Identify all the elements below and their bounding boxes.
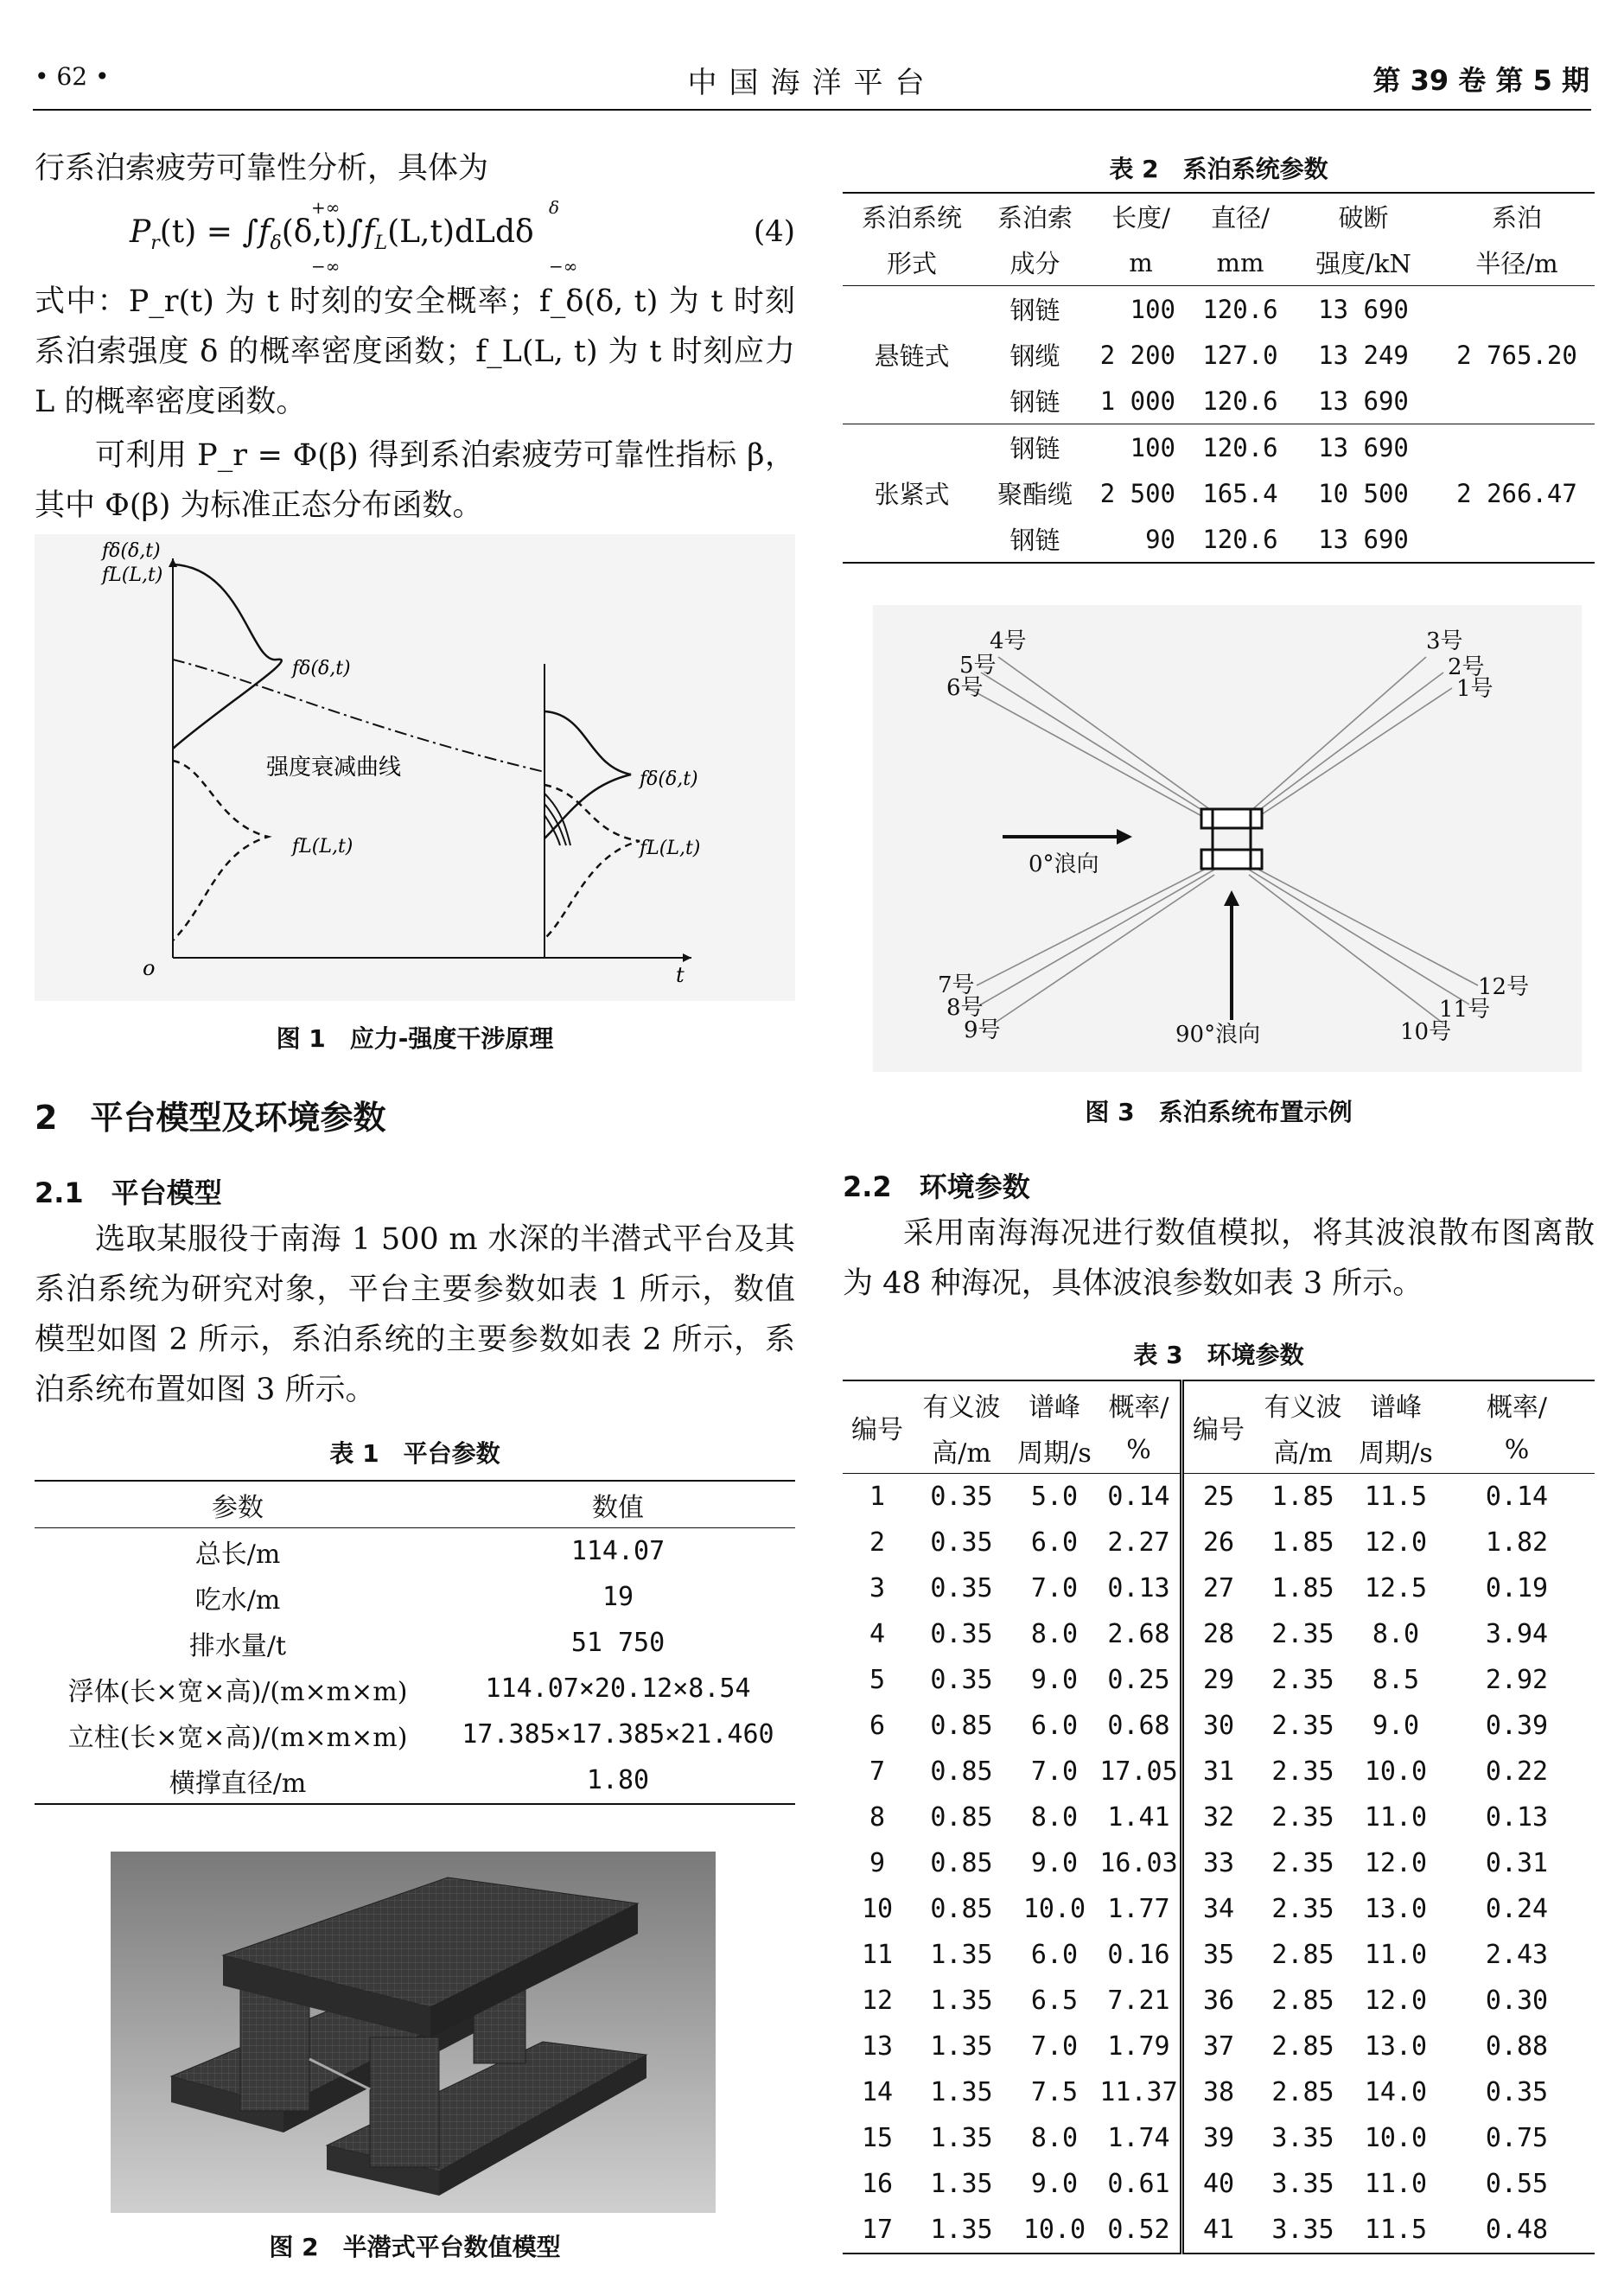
table-cell: 3.35 — [1271, 2215, 1334, 2245]
figure-3-mooring-layout — [873, 605, 1582, 1072]
table-cell: 15 — [861, 2123, 894, 2153]
table-cell: 2 200 — [1099, 340, 1175, 370]
table-cell: 11.37 — [1098, 2069, 1182, 2115]
label-line-8: 8号 — [946, 995, 984, 1021]
page-number: • 62 • — [35, 62, 110, 91]
table-cell: 0.55 — [1485, 2169, 1549, 2199]
table-row — [843, 2024, 1595, 2069]
table-cell: 0.19 — [1485, 1573, 1549, 1603]
header-cell: 编号 — [1193, 1415, 1245, 1445]
table-row — [843, 1978, 1595, 2024]
table-cell: 11.5 — [1364, 1482, 1428, 1512]
table-cell: 1.35 — [930, 2031, 993, 2062]
table-cell: 聚酯缆 — [997, 480, 1073, 509]
table-row — [843, 2069, 1595, 2115]
table-cell: 钢缆 — [1009, 341, 1060, 371]
table-cell: 0.85 — [930, 1894, 993, 1924]
table-cell: 0.25 — [1098, 1657, 1182, 1703]
table-cell: 31 — [1202, 1756, 1235, 1787]
table-cell: 1.74 — [1098, 2115, 1182, 2161]
paragraph-2: 式中：P_r(t) 为 t 时刻的安全概率；f_δ(δ, t) 为 t 时刻系泊索强度 δ 的概率密度函数；f_L(L, t) 为 t 时刻应力 L 的概率密度函数。 — [35, 284, 795, 419]
label-line-7: 7号 — [938, 972, 975, 998]
table-cell: 38 — [1202, 2077, 1235, 2107]
table-cell: 90 — [1145, 524, 1175, 554]
table-cell: 34 — [1202, 1894, 1235, 1924]
wave-0-label: 0°浪向 — [1029, 851, 1099, 877]
header-cell: 概率/ — [1486, 1392, 1548, 1423]
table-row — [843, 1749, 1595, 1795]
table-row — [35, 1666, 795, 1712]
table-3-caption: 表 3 环境参数 — [1133, 1341, 1304, 1369]
table-cell: 12 — [861, 1986, 894, 2016]
header-cell: 有义波 — [1264, 1392, 1342, 1423]
table-2-caption: 表 2 系泊系统参数 — [1109, 155, 1328, 183]
table-cell: 30 — [1202, 1711, 1235, 1741]
table-cell: 6.0 — [1030, 1527, 1079, 1558]
y-label-2: fL(L,t) — [102, 564, 163, 586]
table-cell: 0.35 — [930, 1482, 993, 1512]
table-cell: 114.07 — [570, 1536, 666, 1566]
table-cell: 吃水/m — [194, 1584, 281, 1616]
table-cell: 39 — [1202, 2123, 1235, 2153]
table-cell: 2.35 — [1271, 1619, 1334, 1649]
table-cell: 4 — [869, 1619, 886, 1649]
equation-number: (4) — [753, 214, 795, 249]
header-cell: 强度/kN — [1315, 249, 1411, 278]
table-cell: 37 — [1202, 2031, 1235, 2062]
table-3-header-row-1 — [843, 1380, 1595, 1427]
table-cell: 10.0 — [1364, 2123, 1428, 2153]
table-cell: 13.0 — [1364, 1894, 1428, 1924]
table-cell: 1.85 — [1271, 1482, 1334, 1512]
table-cell: 7.5 — [1030, 2077, 1079, 2107]
table-cell: 6.5 — [1030, 1986, 1079, 2016]
table-row — [843, 1932, 1595, 1978]
eq-sub-L: L — [374, 233, 388, 255]
paragraph-3: 可利用 P_r = Φ(β) 得到系泊索疲劳可靠性指标 β，其中 Φ(β) 为标准正态分布函数。 — [35, 438, 795, 523]
header-cell: 半径/m — [1475, 249, 1558, 278]
eq-f1: f — [258, 214, 271, 250]
table-cell: 2.35 — [1271, 1848, 1334, 1878]
table-cell: 100 — [1130, 294, 1175, 324]
table-cell: 11.0 — [1364, 2169, 1428, 2199]
t-axis-label: t — [676, 963, 685, 987]
table-cell: 8.0 — [1372, 1619, 1420, 1649]
table-1-header-value: 数值 — [592, 1492, 644, 1523]
table-cell: 2.35 — [1271, 1802, 1334, 1833]
header-rule — [33, 109, 1591, 111]
paragraph-1: 行系泊索疲劳可靠性分析，具体为 — [35, 151, 489, 186]
label-fl-initial: fL(L,t) — [292, 836, 353, 857]
table-cell: 2.85 — [1271, 2077, 1334, 2107]
table-2-mooring-params — [843, 192, 1595, 564]
table-cell: 0.85 — [930, 1756, 993, 1787]
table-cell: 横撑直径/m — [169, 1768, 307, 1799]
table-row — [35, 1528, 795, 1575]
table-cell: 0.35 — [930, 1527, 993, 1558]
table-cell: 12.0 — [1364, 1848, 1428, 1878]
table-row — [35, 1712, 795, 1757]
table-1-caption: 表 1 平台参数 — [329, 1439, 500, 1468]
eq-int1-upper: +∞ — [311, 197, 341, 218]
table-cell: 2.68 — [1098, 1611, 1182, 1657]
table-cell: 17 — [861, 2215, 894, 2245]
table-cell: 2 500 — [1099, 478, 1175, 508]
table-cell: 1 000 — [1099, 386, 1175, 416]
table-cell: 悬链式 — [874, 341, 950, 371]
label-line-11: 11号 — [1439, 997, 1491, 1023]
table-cell: 排水量/t — [188, 1630, 287, 1661]
y-label-1: fδ(δ,t) — [102, 540, 161, 562]
table-cell: 127.0 — [1202, 340, 1278, 370]
header-cell: % — [1504, 1435, 1530, 1465]
table-cell: 6 — [869, 1711, 886, 1741]
table-cell: 17.385×17.385×21.460 — [462, 1719, 774, 1750]
header-cell: 谱峰 — [1370, 1392, 1422, 1423]
table-cell: 7.0 — [1030, 1756, 1079, 1787]
table-cell: 13 690 — [1318, 432, 1409, 462]
table-cell: 1.35 — [930, 1940, 993, 1970]
wave-90-label: 90°浪向 — [1175, 1022, 1261, 1048]
table-cell: 0.35 — [930, 1619, 993, 1649]
eq-int2-lower: −∞ — [549, 256, 578, 277]
table-cell: 35 — [1202, 1940, 1235, 1970]
eq-f2-args: (L,t)dLdδ — [387, 214, 534, 250]
table-cell: 10 500 — [1318, 478, 1409, 508]
header-cell: 形式 — [886, 249, 937, 278]
label-line-1: 1号 — [1456, 676, 1493, 702]
table-cell: 2.92 — [1485, 1665, 1549, 1695]
table-cell: 28 — [1202, 1619, 1235, 1649]
table-cell: 165.4 — [1202, 478, 1278, 508]
figure-2-platform-model — [111, 1852, 716, 2213]
table-cell: 13 — [861, 2031, 894, 2062]
table-row — [843, 2115, 1595, 2161]
table-cell: 7 — [869, 1756, 886, 1787]
table-cell: 16 — [861, 2169, 894, 2199]
table-cell: 120.6 — [1202, 386, 1278, 416]
table-cell: 0.48 — [1485, 2215, 1549, 2245]
table-cell: 钢链 — [1009, 387, 1060, 417]
table-cell: 12.5 — [1364, 1573, 1428, 1603]
table-cell: 3.35 — [1271, 2169, 1334, 2199]
table-cell: 9.0 — [1030, 1665, 1079, 1695]
table-cell: 13 249 — [1318, 340, 1409, 370]
table-cell: 8.5 — [1372, 1665, 1420, 1695]
table-cell: 0.68 — [1098, 1703, 1182, 1749]
table-cell: 10.0 — [1022, 2215, 1086, 2245]
table-cell: 26 — [1202, 1527, 1235, 1558]
figure-2-caption: 图 2 半潜式平台数值模型 — [269, 2233, 561, 2261]
table-cell: 41 — [1202, 2215, 1235, 2245]
table-cell: 7.0 — [1030, 2031, 1079, 2062]
table-cell: 32 — [1202, 1802, 1235, 1833]
label-line-12: 12号 — [1478, 974, 1530, 1000]
label-line-5: 5号 — [959, 653, 997, 679]
section-2-title: 2 平台模型及环境参数 — [35, 1099, 386, 1137]
table-cell: 0.39 — [1485, 1711, 1549, 1741]
table-cell: 0.35 — [930, 1573, 993, 1603]
label-fd-initial: fδ(δ,t) — [292, 658, 351, 679]
table-cell: 9.0 — [1372, 1711, 1420, 1741]
table-cell: 0.13 — [1098, 1565, 1182, 1611]
header-cell: 高/m — [932, 1438, 991, 1469]
table-cell: 36 — [1202, 1986, 1235, 2016]
table-row — [35, 1620, 795, 1666]
table-cell: 1.35 — [930, 2169, 993, 2199]
header-cell: m — [1129, 247, 1153, 277]
table-row — [843, 1886, 1595, 1932]
table-cell: 2.27 — [1098, 1520, 1182, 1565]
journal-title: 中国海洋平台 — [687, 66, 937, 100]
header-cell: 直径/ — [1211, 203, 1270, 233]
table-cell: 12.0 — [1364, 1527, 1428, 1558]
table-row — [843, 1840, 1595, 1886]
table-row — [843, 1565, 1595, 1611]
table-row — [843, 424, 1595, 471]
table-cell: 0.13 — [1485, 1802, 1549, 1833]
table-cell: 0.14 — [1098, 1474, 1182, 1520]
header-cell: 有义波 — [922, 1392, 1001, 1423]
table-cell: 1.82 — [1485, 1527, 1549, 1558]
table-row — [843, 286, 1595, 333]
origin-label: o — [143, 956, 156, 980]
table-row — [843, 2161, 1595, 2207]
table-cell: 7.21 — [1098, 1978, 1182, 2024]
header-cell: 长度/ — [1111, 203, 1170, 233]
table-cell: 19 — [602, 1582, 634, 1612]
table-row — [35, 1574, 795, 1620]
table-cell: 1.35 — [930, 2215, 993, 2245]
table-cell: 0.14 — [1485, 1482, 1549, 1512]
table-cell: 0.52 — [1098, 2207, 1182, 2254]
table-cell: 2 765.20 — [1456, 340, 1577, 370]
table-1-header — [35, 1481, 795, 1528]
table-cell: 9.0 — [1030, 2169, 1079, 2199]
header-cell: 周期/s — [1359, 1438, 1433, 1469]
table-cell: 0.85 — [930, 1848, 993, 1878]
table-cell: 0.35 — [1485, 2077, 1549, 2107]
header-cell: 成分 — [1009, 249, 1060, 278]
table-cell: 13 690 — [1318, 524, 1409, 554]
table-2-header-row-1 — [843, 193, 1595, 239]
table-cell: 11.5 — [1364, 2215, 1428, 2245]
table-cell: 2.35 — [1271, 1665, 1334, 1695]
label-line-10: 10号 — [1400, 1019, 1452, 1045]
table-cell: 2 266.47 — [1456, 478, 1577, 508]
figure-1-caption: 图 1 应力-强度干涉原理 — [276, 1024, 554, 1053]
header-cell: 破断 — [1338, 203, 1389, 233]
table-cell: 120.6 — [1202, 432, 1278, 462]
table-cell: 2.85 — [1271, 1940, 1334, 1970]
table-cell: 1 — [869, 1482, 886, 1512]
header-cell: 周期/s — [1017, 1438, 1092, 1469]
table-cell: 33 — [1202, 1848, 1235, 1878]
paragraph-4: 选取某服役于南海 1 500 m 水深的半潜式平台及其系泊系统为研究对象，平台主要参数如表 1 所示，数值模型如图 2 所示，系泊系统的主要参数如表 2 所示，系泊系统布置如图 3 所示。 — [35, 1222, 795, 1407]
table-cell: 29 — [1202, 1665, 1235, 1695]
figure-1-interference-diagram — [35, 534, 795, 1001]
table-cell: 14 — [861, 2077, 894, 2107]
table-row — [843, 1703, 1595, 1749]
table-cell: 9.0 — [1030, 1848, 1079, 1878]
table-1-header-param: 参数 — [212, 1492, 264, 1523]
label-fd-later: fδ(δ,t) — [640, 768, 698, 790]
table-cell: 立柱(长×宽×高)/(m×m×m) — [67, 1722, 408, 1753]
table-row — [843, 1520, 1595, 1565]
table-cell: 8 — [869, 1802, 886, 1833]
table-cell: 8.0 — [1030, 2123, 1079, 2153]
table-cell: 1.77 — [1098, 1886, 1182, 1932]
table-cell: 1.79 — [1098, 2024, 1182, 2069]
table-3-environment-params — [843, 1380, 1595, 2254]
table-cell: 1.41 — [1098, 1795, 1182, 1840]
header-cell: 概率/ — [1098, 1380, 1182, 1427]
header-cell: mm — [1216, 247, 1264, 277]
label-line-2: 2号 — [1448, 654, 1485, 680]
table-cell: 14.0 — [1364, 2077, 1428, 2107]
table-cell: 钢链 — [1009, 434, 1060, 463]
table-cell: 1.85 — [1271, 1527, 1334, 1558]
table-cell: 1.80 — [586, 1765, 650, 1795]
table-cell: 13 690 — [1318, 294, 1409, 324]
equation-4 — [130, 197, 795, 278]
table-cell: 114.07×20.12×8.54 — [485, 1673, 751, 1704]
table-cell: 8.0 — [1030, 1619, 1079, 1649]
header-cell: 编号 — [851, 1415, 903, 1445]
eq-int2-upper: δ — [549, 197, 560, 218]
table-cell: 5 — [869, 1665, 886, 1695]
table-cell: 6.0 — [1030, 1711, 1079, 1741]
table-cell: 0.85 — [930, 1711, 993, 1741]
table-cell: 13 690 — [1318, 386, 1409, 416]
table-cell: 0.24 — [1485, 1894, 1549, 1924]
table-cell: 2.43 — [1485, 1940, 1549, 1970]
label-line-4: 4号 — [990, 628, 1027, 654]
table-cell: 2.85 — [1271, 2031, 1334, 2062]
table-cell: 25 — [1202, 1482, 1235, 1512]
issue-label: 第 39 卷 第 5 期 — [1372, 64, 1589, 97]
table-cell: 5.0 — [1030, 1482, 1079, 1512]
eq-lhs-sub: r — [150, 233, 160, 255]
table-cell: 张紧式 — [874, 480, 950, 509]
table-cell: 2.35 — [1271, 1711, 1334, 1741]
header-cell: % — [1098, 1427, 1182, 1474]
table-cell: 10.0 — [1022, 1894, 1086, 1924]
label-line-9: 9号 — [964, 1017, 1001, 1043]
section-2-2-title: 2.2 环境参数 — [843, 1170, 1030, 1203]
figure-1-background — [35, 534, 795, 1001]
table-cell: 0.30 — [1485, 1986, 1549, 2016]
table-cell: 0.22 — [1485, 1756, 1549, 1787]
eq-rest: (t) = ∫ — [159, 214, 259, 250]
table-row — [843, 2207, 1595, 2254]
table-cell: 100 — [1130, 432, 1175, 462]
table-cell: 1.35 — [930, 2123, 993, 2153]
pontoon-top — [1201, 809, 1262, 828]
table-cell: 0.75 — [1485, 2123, 1549, 2153]
table-cell: 51 750 — [570, 1628, 666, 1658]
table-cell: 0.85 — [930, 1802, 993, 1833]
table-cell: 1.35 — [930, 2077, 993, 2107]
table-cell: 总长/m — [194, 1539, 281, 1570]
table-cell: 3 — [869, 1573, 886, 1603]
eq-sub-delta: δ — [270, 233, 282, 255]
eq-f1-args: (δ,t)∫ — [281, 214, 364, 250]
table-cell: 浮体(长×宽×高)/(m×m×m) — [67, 1676, 408, 1707]
header-cell: 谱峰 — [1029, 1392, 1080, 1423]
table-cell: 27 — [1202, 1573, 1235, 1603]
header-cell: 高/m — [1273, 1438, 1333, 1469]
eq-lhs: P — [130, 214, 151, 250]
table-cell: 2.85 — [1271, 1986, 1334, 2016]
table-cell: 11.0 — [1364, 1802, 1428, 1833]
table-1-platform-params — [35, 1480, 795, 1805]
table-cell: 0.61 — [1098, 2161, 1182, 2207]
table-cell: 10 — [861, 1894, 894, 1924]
figure-3-caption: 图 3 系泊系统布置示例 — [1085, 1098, 1353, 1126]
table-cell: 17.05 — [1098, 1749, 1182, 1795]
table-cell: 12.0 — [1364, 1986, 1428, 2016]
header-cell: 系泊 — [1491, 203, 1542, 233]
table-cell: 13.0 — [1364, 2031, 1428, 2062]
table-cell: 8.0 — [1030, 1802, 1079, 1833]
table-row — [843, 1657, 1595, 1703]
table-cell: 2.35 — [1271, 1756, 1334, 1787]
label-fl-later: fL(L,t) — [640, 838, 701, 859]
table-cell: 16.03 — [1098, 1840, 1182, 1886]
table-row — [843, 1611, 1595, 1657]
table-cell: 10.0 — [1364, 1756, 1428, 1787]
label-line-3: 3号 — [1426, 628, 1463, 654]
pontoon-bottom — [1201, 850, 1262, 869]
table-cell: 钢链 — [1009, 526, 1060, 555]
table-cell: 120.6 — [1202, 524, 1278, 554]
eq-f2: f — [363, 214, 375, 250]
table-cell: 11.0 — [1364, 1940, 1428, 1970]
table-cell: 钢链 — [1009, 296, 1060, 325]
table-cell: 2.35 — [1271, 1894, 1334, 1924]
table-cell: 1.85 — [1271, 1573, 1334, 1603]
table-row — [843, 1474, 1595, 1520]
table-cell: 3.94 — [1485, 1619, 1549, 1649]
table-row — [35, 1757, 795, 1804]
table-row — [843, 1795, 1595, 1840]
table-cell: 40 — [1202, 2169, 1235, 2199]
table-cell: 7.0 — [1030, 1573, 1079, 1603]
header-cell: 系泊系统 — [861, 203, 962, 233]
table-cell: 120.6 — [1202, 294, 1278, 324]
eq-int1-lower: −∞ — [311, 256, 341, 277]
table-cell: 0.35 — [930, 1665, 993, 1695]
label-line-6: 6号 — [946, 675, 984, 701]
table-cell: 0.31 — [1485, 1848, 1549, 1878]
paragraph-5: 采用南海海况进行数值模拟，将其波浪散布图离散为 48 种海况，具体波浪参数如表 3 所示。 — [843, 1216, 1595, 1301]
table-cell: 0.16 — [1098, 1932, 1182, 1978]
table-cell: 3.35 — [1271, 2123, 1334, 2153]
column-front-right — [370, 2037, 439, 2167]
table-cell: 1.35 — [930, 1986, 993, 2016]
header-cell: 系泊索 — [997, 203, 1073, 233]
table-cell: 0.88 — [1485, 2031, 1549, 2062]
table-cell: 2 — [869, 1527, 886, 1558]
strength-decay-label: 强度衰减曲线 — [266, 755, 402, 781]
table-cell: 11 — [861, 1940, 894, 1970]
section-2-1-title: 2.1 平台模型 — [35, 1176, 222, 1209]
table-cell: 9 — [869, 1848, 886, 1878]
table-2-header-row-2 — [843, 239, 1595, 286]
table-cell: 6.0 — [1030, 1940, 1079, 1970]
